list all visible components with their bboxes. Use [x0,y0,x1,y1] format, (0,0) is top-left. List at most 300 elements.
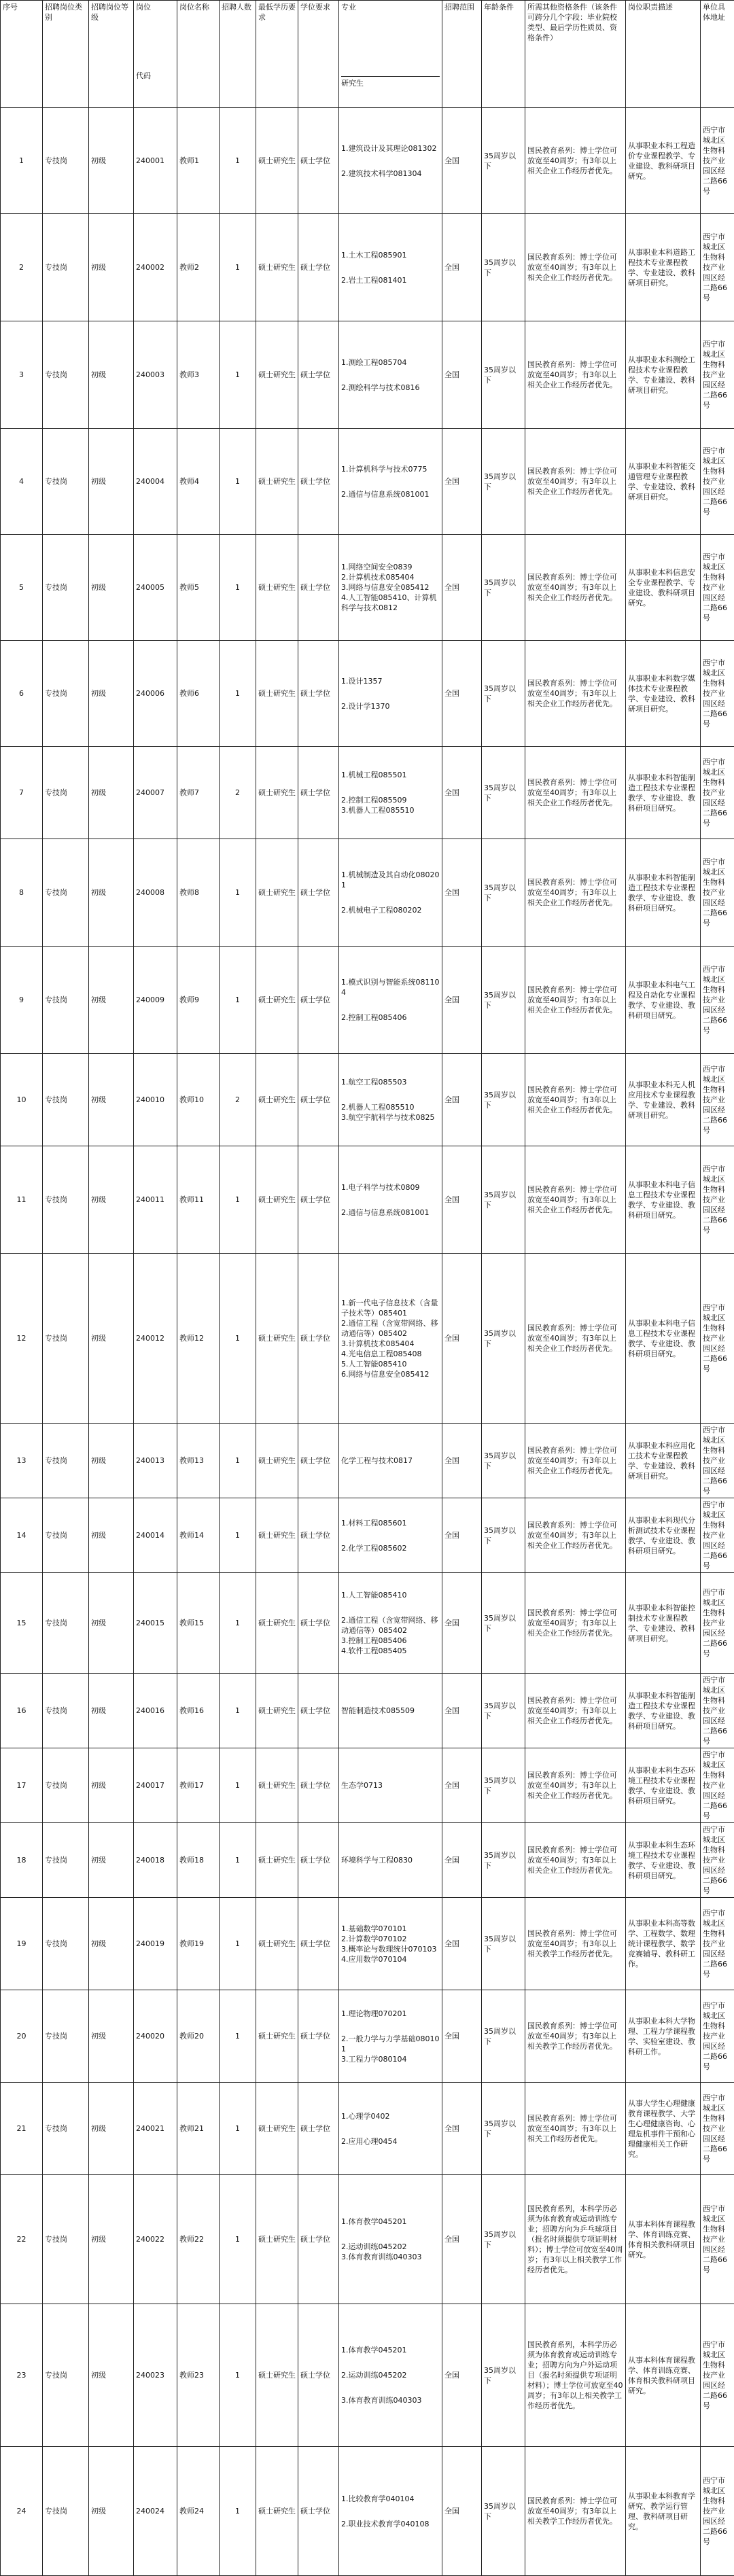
major-item: 1.心理学0402 [341,2111,440,2121]
header-no: 序号 [1,1,43,108]
cell-count: 2 [220,747,256,839]
cell-desc: 从事职业本科电气工程及自动化专业课程教学、专业建设、教科研项目研究。 [626,947,701,1054]
cell-code: 240019 [134,1898,177,1990]
cell-category: 专技岗 [43,1748,89,1823]
cell-age: 35周岁以下 [482,2175,525,2304]
cell-age: 35周岁以下 [482,2304,525,2447]
cell-level: 初级 [89,2304,134,2447]
cell-desc: 从事职业本科智能交通管理专业课程教学、专业建设、教科研项目研究。 [626,429,701,535]
major-item: 环境科学与工程0830 [341,1855,440,1865]
major-item: 2.机械电子工程080202 [341,905,440,915]
cell-code: 240004 [134,429,177,535]
cell-no: 18 [1,1823,43,1898]
cell-name: 教师22 [177,2175,220,2304]
cell-major [339,108,442,214]
major-item: 1.材料工程085601 [341,1518,440,1528]
header-other: 所需其他资格条件（该条件可跨分几个字段：毕业院校类型、最后学历性质员、资格条件） [525,1,626,108]
major-item: 2.控制工程085509 [341,795,440,805]
cell-category: 专技岗 [43,1146,89,1254]
cell-code: 240009 [134,947,177,1054]
cell-other: 国民教育系列：博士学位可放宽至40周岁；有3年以上相关企业工作经历者优先。 [525,1674,626,1748]
cell-code: 240003 [134,321,177,429]
cell-scope: 全国 [442,429,482,535]
major-gap [341,1087,440,1102]
cell-code: 240022 [134,2175,177,2304]
cell-age: 35周岁以下 [482,214,525,321]
header-level: 招聘岗位等级 [89,1,134,108]
header-age: 年龄条件 [482,1,525,108]
cell-level: 初级 [89,747,134,839]
table-row [1,1990,734,2083]
cell-scope: 全国 [442,108,482,214]
header-major [339,1,442,108]
cell-major [339,429,442,535]
header-edu: 最低学历要求 [256,1,298,108]
cell-count: 1 [220,321,256,429]
cell-other: 国民教育系列：博士学位可放宽至40周岁；有3年以上相关工作经历者优先。 [525,2083,626,2175]
cell-level: 初级 [89,1146,134,1254]
cell-scope: 全国 [442,2175,482,2304]
cell-no: 23 [1,2304,43,2447]
cell-scope: 全国 [442,2447,482,2576]
cell-other: 国民教育系列，本科学历必须为体育教育或运动训练专业；招聘方向为户外运动项目（报名时须提供专项证明材料）；博士学位可放宽至40周岁；有3年以上相关教学工作经历者优先。 [525,2304,626,2447]
major-item: 1.航空工程085503 [341,1077,440,1087]
cell-count: 1 [220,1573,256,1674]
cell-other: 国民教育系列：博士学位可放宽至40周岁；有3年以上相关教学工作经历者优先。 [525,2447,626,2576]
cell-other: 国民教育系列：博士学位可放宽至40周岁；有3年以上相关企业工作经历者优先。 [525,429,626,535]
cell-no: 6 [1,641,43,747]
cell-major [339,2083,442,2175]
cell-desc: 从事职业本科道路工程技术专业课程教学、专业建设、教科研项目研究。 [626,214,701,321]
cell-degree: 硕士学位 [298,947,339,1054]
cell-category: 专技岗 [43,747,89,839]
cell-no: 9 [1,947,43,1054]
major-item: 2.计算数学070102 [341,1934,440,1944]
table-row [1,429,734,535]
cell-addr: 西宁市城北区生物科技产业园区经二路66号 [701,1146,734,1254]
cell-edu: 硕士研究生 [256,947,298,1054]
major-item: 2.建筑技术科学081304 [341,169,440,179]
major-item: 2.控制工程085406 [341,1012,440,1023]
cell-desc: 从事职业本科电子信息工程技术专业课程教学、专业建设、教科研项目研究。 [626,1254,701,1424]
cell-other: 国民教育系列：博士学位可放宽至40周岁；有3年以上相关企业工作经历者优先。 [525,1424,626,1498]
cell-no: 22 [1,2175,43,2304]
cell-addr: 西宁市城北区生物科技产业园区经二路66号 [701,1823,734,1898]
header-major-sub: 研究生 [341,76,440,88]
cell-count: 1 [220,1990,256,2083]
cell-addr: 西宁市城北区生物科技产业园区经二路66号 [701,839,734,947]
major-item: 1.人工智能085410 [341,1590,440,1600]
cell-edu: 硕士研究生 [256,1254,298,1424]
cell-level: 初级 [89,214,134,321]
major-item: 生态学0713 [341,1780,440,1790]
cell-desc: 从事职业本科现代分析测试技术专业课程教学、专业建设、教科研项目研究。 [626,1498,701,1573]
cell-scope: 全国 [442,2083,482,2175]
major-item: 1.机械工程085501 [341,770,440,780]
cell-scope: 全国 [442,1498,482,1573]
major-item: 1.计算机科学与技术0775 [341,464,440,474]
cell-category: 专技岗 [43,214,89,321]
major-gap [341,1600,440,1615]
cell-desc: 从事职业本科电子信息工程技术专业课程教学、专业建设、教科研项目研究。 [626,1146,701,1254]
major-item: 1.比较教育学040104 [341,2494,440,2504]
cell-category: 专技岗 [43,535,89,641]
cell-level: 初级 [89,1823,134,1898]
cell-scope: 全国 [442,1146,482,1254]
cell-no: 11 [1,1146,43,1254]
table-row [1,1823,734,1898]
cell-level: 初级 [89,1898,134,1990]
cell-name: 教师16 [177,1674,220,1748]
cell-degree: 硕士学位 [298,1823,339,1898]
header-code [134,1,177,108]
cell-count: 1 [220,1254,256,1424]
cell-degree: 硕士学位 [298,321,339,429]
cell-addr: 西宁市城北区生物科技产业园区经二路66号 [701,1990,734,2083]
cell-degree: 硕士学位 [298,535,339,641]
major-item: 3.机器人工程085510 [341,805,440,815]
cell-category: 专技岗 [43,108,89,214]
cell-addr: 西宁市城北区生物科技产业园区经二路66号 [701,321,734,429]
header-code-sub: 代码 [136,71,175,81]
cell-addr: 西宁市城北区生物科技产业园区经二路66号 [701,429,734,535]
cell-major [339,1498,442,1573]
cell-no: 20 [1,1990,43,2083]
major-item: 3.航空宇航科学与技术0825 [341,1112,440,1123]
cell-major [339,321,442,429]
cell-major [339,1898,442,1990]
major-item: 3.计算机技术085404 [341,1339,440,1349]
cell-age: 35周岁以下 [482,1498,525,1573]
cell-degree: 硕士学位 [298,2083,339,2175]
cell-code: 240015 [134,1573,177,1674]
major-item: 1.基础数学070101 [341,1924,440,1934]
cell-desc: 从事大学生心理健康教育课程教学、大学生心理健康咨询、心理危机事件干预和心理健康相关工作研究。 [626,2083,701,2175]
cell-category: 专技岗 [43,947,89,1054]
cell-level: 初级 [89,535,134,641]
cell-major [339,1990,442,2083]
cell-count: 1 [220,2083,256,2175]
cell-degree: 硕士学位 [298,1748,339,1823]
cell-category: 专技岗 [43,1674,89,1748]
cell-count: 1 [220,535,256,641]
cell-edu: 硕士研究生 [256,747,298,839]
cell-level: 初级 [89,1990,134,2083]
header-category: 招聘岗位类别 [43,1,89,108]
cell-age: 35周岁以下 [482,1898,525,1990]
cell-scope: 全国 [442,1748,482,1823]
cell-code: 240011 [134,1146,177,1254]
cell-addr: 西宁市城北区生物科技产业园区经二路66号 [701,108,734,214]
cell-level: 初级 [89,1424,134,1498]
cell-edu: 硕士研究生 [256,2083,298,2175]
cell-degree: 硕士学位 [298,1573,339,1674]
cell-no: 4 [1,429,43,535]
major-gap [341,260,440,275]
cell-other: 国民教育系列：博士学位可放宽至40周岁；有3年以上相关教学工作经历者优先。 [525,1990,626,2083]
header-name: 岗位名称 [177,1,220,108]
cell-scope: 全国 [442,321,482,429]
cell-addr: 西宁市城北区生物科技产业园区经二路66号 [701,947,734,1054]
major-item: 2.测绘科学与技术0816 [341,383,440,393]
major-item: 1.网络空间安全0839 [341,562,440,572]
cell-age: 35周岁以下 [482,1054,525,1146]
cell-count: 2 [220,1054,256,1146]
major-gap [341,2019,440,2034]
cell-level: 初级 [89,839,134,947]
major-item: 2.计算机技术085404 [341,572,440,582]
cell-level: 初级 [89,641,134,747]
header-desc: 岗位职责描述 [626,1,701,108]
cell-edu: 硕士研究生 [256,1823,298,1898]
cell-edu: 硕士研究生 [256,214,298,321]
cell-addr: 西宁市城北区生物科技产业园区经二路66号 [701,641,734,747]
cell-no: 2 [1,214,43,321]
cell-edu: 硕士研究生 [256,1146,298,1254]
cell-age: 35周岁以下 [482,429,525,535]
cell-degree: 硕士学位 [298,214,339,321]
cell-addr: 西宁市城北区生物科技产业园区经二路66号 [701,1424,734,1498]
cell-desc: 从事职业本科大学物理、工程力学课程教学、实验室建设、教科研工作。 [626,1990,701,2083]
cell-scope: 全国 [442,747,482,839]
cell-desc: 从事本科体育课程教学、体育训练竞赛、体育相关教科研项目研究。 [626,2175,701,2304]
cell-level: 初级 [89,1573,134,1674]
cell-desc: 从事职业本科智能控制技术专业课程教学、专业建设、教科研项目研究。 [626,1573,701,1674]
cell-code: 240014 [134,1498,177,1573]
cell-no: 12 [1,1254,43,1424]
cell-category: 专技岗 [43,1573,89,1674]
cell-age: 35周岁以下 [482,321,525,429]
cell-code: 240008 [134,839,177,947]
cell-age: 35周岁以下 [482,1748,525,1823]
cell-addr: 西宁市城北区生物科技产业园区经二路66号 [701,1674,734,1748]
header-row [1,1,734,108]
cell-major [339,1054,442,1146]
cell-category: 专技岗 [43,1990,89,2083]
cell-name: 教师11 [177,1146,220,1254]
cell-code: 240005 [134,535,177,641]
cell-scope: 全国 [442,1424,482,1498]
cell-desc: 从事职业本科教育学研究、教学运行管理、教科研项目研究。 [626,2447,701,2576]
cell-count: 1 [220,1748,256,1823]
cell-addr: 西宁市城北区生物科技产业园区经二路66号 [701,2304,734,2447]
cell-count: 1 [220,2175,256,2304]
cell-other: 国民教育系列：博士学位可放宽至40周岁；有3年以上相关企业工作经历者优先。 [525,1748,626,1823]
cell-age: 35周岁以下 [482,1990,525,2083]
cell-category: 专技岗 [43,1254,89,1424]
cell-name: 教师21 [177,2083,220,2175]
cell-major [339,1674,442,1748]
table-row [1,535,734,641]
cell-degree: 硕士学位 [298,2304,339,2447]
cell-code: 240010 [134,1054,177,1146]
major-item: 1.建筑设计及其理论081302 [341,143,440,154]
table-row [1,839,734,947]
cell-count: 1 [220,1898,256,1990]
table-row [1,214,734,321]
cell-degree: 硕士学位 [298,839,339,947]
major-item: 6.网络与信息安全085412 [341,1369,440,1379]
table-row [1,1424,734,1498]
major-item: 4.光电信息工程085408 [341,1349,440,1359]
cell-no: 15 [1,1573,43,1674]
cell-code: 240017 [134,1748,177,1823]
cell-level: 初级 [89,1254,134,1424]
cell-count: 1 [220,1424,256,1498]
major-item: 2.通信与信息系统081001 [341,489,440,499]
cell-other: 国民教育系列：博士学位可放宽至40周岁；有3年以上相关企业工作经历者优先。 [525,1146,626,1254]
cell-major [339,839,442,947]
cell-category: 专技岗 [43,429,89,535]
cell-age: 35周岁以下 [482,1573,525,1674]
cell-level: 初级 [89,2175,134,2304]
cell-count: 1 [220,641,256,747]
cell-edu: 硕士研究生 [256,839,298,947]
cell-no: 10 [1,1054,43,1146]
cell-edu: 硕士研究生 [256,641,298,747]
cell-addr: 西宁市城北区生物科技产业园区经二路66号 [701,1748,734,1823]
cell-code: 240002 [134,214,177,321]
cell-major [339,535,442,641]
cell-desc: 从事职业本科数字媒体技术专业课程教学、专业建设、教科研项目研究。 [626,641,701,747]
cell-addr: 西宁市城北区生物科技产业园区经二路66号 [701,747,734,839]
table-row [1,1573,734,1674]
cell-addr: 西宁市城北区生物科技产业园区经二路66号 [701,2175,734,2304]
cell-category: 专技岗 [43,1498,89,1573]
major-gap [341,2355,440,2370]
cell-no: 13 [1,1424,43,1498]
cell-age: 35周岁以下 [482,1424,525,1498]
cell-other: 国民教育系列，本科学历必须为体育教育或运动训练专业；招聘方向为乒乓球项目（报名时须提供专项证明材料）；博士学位可放宽至40周岁；有3年以上相关教学工作经历者优先。 [525,2175,626,2304]
cell-code: 240016 [134,1674,177,1748]
table-row [1,1146,734,1254]
major-item: 2.通信工程（含宽带网络、移动通信等）085402 [341,1318,440,1339]
table-row [1,2083,734,2175]
cell-other: 国民教育系列：博士学位可放宽至40周岁；有3年以上相关企业工作经历者优先。 [525,321,626,429]
cell-other: 国民教育系列：博士学位可放宽至40周岁；有3年以上相关教学工作经历者优先。 [525,1898,626,1990]
major-gap [341,2227,440,2242]
cell-other: 国民教育系列：博士学位可放宽至40周岁；有3年以上相关企业工作经历者优先。 [525,108,626,214]
cell-no: 24 [1,2447,43,2576]
cell-scope: 全国 [442,1898,482,1990]
table-row [1,321,734,429]
cell-other: 国民教育系列：博士学位可放宽至40周岁；有3年以上相关企业工作经历者优先。 [525,641,626,747]
cell-category: 专技岗 [43,1424,89,1498]
major-gap [341,780,440,795]
table-row [1,1498,734,1573]
cell-desc: 从事职业本科信息安全专业课程教学、专业建设、教科研项目研究。 [626,535,701,641]
major-item: 2.岩土工程081401 [341,275,440,285]
header-scope: 招聘范围 [442,1,482,108]
cell-code: 240012 [134,1254,177,1424]
cell-code: 240024 [134,2447,177,2576]
cell-name: 教师19 [177,1898,220,1990]
cell-scope: 全国 [442,535,482,641]
cell-name: 教师24 [177,2447,220,2576]
major-item: 3.体育教育训练040303 [341,2395,440,2405]
cell-degree: 硕士学位 [298,108,339,214]
cell-degree: 硕士学位 [298,1424,339,1498]
cell-no: 16 [1,1674,43,1748]
cell-count: 1 [220,1674,256,1748]
cell-name: 教师20 [177,1990,220,2083]
major-item: 3.网络与信息安全085412 [341,582,440,593]
cell-degree: 硕士学位 [298,1146,339,1254]
major-item: 化学工程与技术0817 [341,1455,440,1466]
cell-count: 1 [220,429,256,535]
major-item: 3.概率论与数理统计070103 [341,1944,440,1954]
cell-name: 教师4 [177,429,220,535]
cell-name: 教师3 [177,321,220,429]
cell-name: 教师9 [177,947,220,1054]
cell-scope: 全国 [442,839,482,947]
cell-degree: 硕士学位 [298,1254,339,1424]
cell-level: 初级 [89,947,134,1054]
cell-degree: 硕士学位 [298,1054,339,1146]
cell-edu: 硕士研究生 [256,535,298,641]
major-item: 1.电子科学与技术0809 [341,1182,440,1193]
table-row [1,1054,734,1146]
cell-addr: 西宁市城北区生物科技产业园区经二路66号 [701,1898,734,1990]
table-row [1,1674,734,1748]
major-item: 2.化学工程085602 [341,1543,440,1553]
cell-addr: 西宁市城北区生物科技产业园区经二路66号 [701,1054,734,1146]
cell-code: 240020 [134,1990,177,2083]
major-item: 1.测绘工程085704 [341,357,440,368]
cell-desc: 从事职业本科测绘工程技术专业课程教学、专业建设、教科研项目研究。 [626,321,701,429]
table-row [1,1898,734,1990]
cell-edu: 硕士研究生 [256,1748,298,1823]
cell-scope: 全国 [442,1573,482,1674]
cell-edu: 硕士研究生 [256,1054,298,1146]
cell-age: 35周岁以下 [482,1146,525,1254]
cell-age: 35周岁以下 [482,2447,525,2576]
table-row [1,947,734,1054]
cell-count: 1 [220,1823,256,1898]
major-item: 2.职业技术教育学040108 [341,2519,440,2529]
cell-edu: 硕士研究生 [256,2175,298,2304]
cell-no: 5 [1,535,43,641]
cell-category: 专技岗 [43,2304,89,2447]
cell-level: 初级 [89,429,134,535]
cell-code: 240021 [134,2083,177,2175]
cell-desc: 从事职业本科智能制造工程技术专业课程教学、专业建设、教科研项目研究。 [626,747,701,839]
cell-count: 1 [220,214,256,321]
cell-major [339,2175,442,2304]
cell-other: 国民教育系列：博士学位可放宽至40周岁；有3年以上相关企业工作经历者优先。 [525,535,626,641]
cell-category: 专技岗 [43,2175,89,2304]
cell-name: 教师7 [177,747,220,839]
cell-major [339,747,442,839]
major-gap [341,2504,440,2519]
cell-age: 35周岁以下 [482,2083,525,2175]
cell-age: 35周岁以下 [482,641,525,747]
cell-other: 国民教育系列：博士学位可放宽至40周岁；有3年以上相关企业工作经历者优先。 [525,1823,626,1898]
cell-edu: 硕士研究生 [256,1990,298,2083]
cell-no: 7 [1,747,43,839]
major-item: 1.设计1357 [341,676,440,686]
major-item: 5.人工智能085410 [341,1359,440,1369]
major-gap [341,154,440,169]
major-item: 2.设计学1370 [341,701,440,711]
cell-category: 专技岗 [43,2447,89,2576]
cell-code: 240007 [134,747,177,839]
cell-desc: 从事职业本科生态环境工程技术专业课程教学、专业建设、教科研项目研究。 [626,1748,701,1823]
cell-count: 1 [220,2447,256,2576]
cell-edu: 硕士研究生 [256,1498,298,1573]
cell-name: 教师12 [177,1254,220,1424]
major-item: 2.一般力学与力学基础080101 [341,2034,440,2054]
